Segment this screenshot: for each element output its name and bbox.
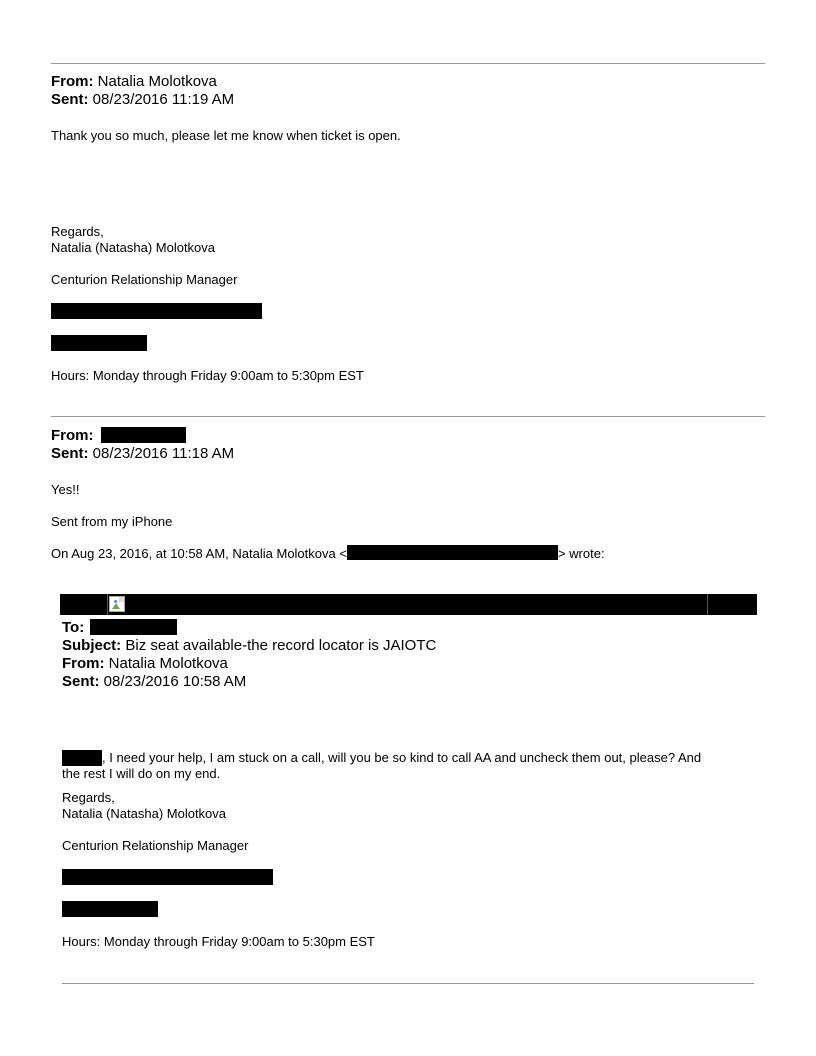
quoted-hours: Hours: Monday through Friday 9:00am to 5:30pm EST: [62, 934, 375, 949]
msg1-hours: Hours: Monday through Friday 9:00am to 5:30pm EST: [51, 368, 364, 383]
quoted-sent-value: 08/23/2016 10:58 AM: [103, 673, 247, 690]
msg1-sent-label: Sent:: [51, 91, 89, 108]
broken-image-icon: [109, 596, 125, 612]
msg2-sent-label: Sent:: [51, 445, 89, 462]
msg2-wrote-prefix: On Aug 23, 2016, at 10:58 AM, Natalia Molotkova <: [51, 546, 347, 561]
redacted-greeting-name: [62, 750, 102, 766]
divider: [51, 416, 765, 417]
quoted-regards: Regards,: [62, 790, 115, 805]
quoted-from-label: From:: [62, 655, 105, 672]
quoted-sent-label: Sent:: [62, 673, 100, 690]
quoted-subject-value: Biz seat available-the record locator is JAIOTC: [125, 637, 437, 654]
redaction-bar: [62, 901, 158, 917]
msg2-body: Yes!!: [51, 482, 80, 497]
msg2-from-label: From:: [51, 427, 94, 444]
quoted-subject-line: [62, 637, 436, 655]
quoted-to-line: [62, 619, 84, 637]
msg1-body: Thank you so much, please let me know when ticket is open.: [51, 128, 401, 143]
quoted-role: Centurion Relationship Manager: [62, 838, 249, 853]
msg2-wrote-line: [51, 545, 605, 562]
msg1-role: Centurion Relationship Manager: [51, 272, 238, 287]
quoted-subject-label: Subject:: [62, 637, 122, 654]
redaction-bar: [51, 335, 147, 351]
msg1-sent-value: 08/23/2016 11:19 AM: [92, 91, 235, 108]
redaction-bar: [62, 869, 273, 885]
msg1-from-line: [51, 73, 217, 91]
quoted-to-label: To:: [62, 619, 85, 636]
msg2-sent-line: [51, 445, 234, 463]
divider: [51, 63, 765, 64]
quoted-from-line: [62, 655, 228, 673]
redacted-sender: [101, 427, 186, 443]
banner-separator: [107, 594, 108, 615]
msg1-regards: Regards,: [51, 224, 104, 239]
divider: [62, 983, 754, 984]
msg1-sent-line: [51, 91, 234, 109]
redacted-banner: [60, 594, 757, 615]
msg2-wrote-suffix: > wrote:: [557, 546, 605, 561]
msg2-signature: Sent from my iPhone: [51, 514, 173, 529]
msg1-from-label: From:: [51, 73, 94, 90]
redacted-email: [347, 545, 558, 560]
banner-separator: [707, 594, 708, 615]
msg1-name: Natalia (Natasha) Molotkova: [51, 240, 216, 255]
quoted-name: Natalia (Natasha) Molotkova: [62, 806, 227, 821]
redaction-bar: [51, 303, 262, 319]
msg2-sent-value: 08/23/2016 11:18 AM: [92, 445, 235, 462]
quoted-body-line2: the rest I will do on my end.: [62, 766, 221, 781]
redacted-recipient: [90, 619, 177, 635]
quoted-body-line1: , I need your help, I am stuck on a call, will you be so kind to call AA and uncheck them out, please? And: [102, 750, 702, 765]
quoted-sent-line: [62, 673, 246, 691]
quoted-from-value: Natalia Molotkova: [108, 655, 228, 672]
msg1-from-value: Natalia Molotkova: [97, 73, 217, 90]
msg2-from-line: [51, 427, 94, 445]
